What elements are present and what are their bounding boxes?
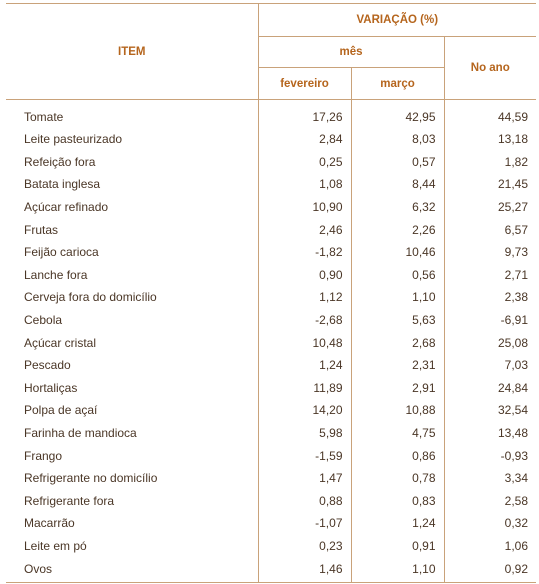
year-cell: 32,54 bbox=[497, 403, 529, 418]
item-cell: Lanche fora bbox=[6, 264, 258, 287]
march-cell: 2,26 bbox=[351, 218, 444, 241]
table-row bbox=[6, 331, 536, 354]
year-cell: 2,58 bbox=[504, 493, 529, 508]
march-cell: 2,91 bbox=[351, 377, 444, 400]
item-cell: Cerveja fora do domicílio bbox=[6, 286, 258, 309]
table-row bbox=[6, 151, 536, 174]
march-cell: 0,91 bbox=[351, 535, 444, 558]
year-cell: 9,73 bbox=[504, 245, 529, 260]
february-cell: 1,46 bbox=[258, 557, 351, 582]
item-cell: Frutas bbox=[6, 218, 258, 241]
table-row bbox=[6, 241, 536, 264]
table-row bbox=[6, 490, 536, 513]
item-cell: Hortaliças bbox=[6, 377, 258, 400]
item-cell: Leite pasteurizado bbox=[6, 128, 258, 151]
table-row bbox=[6, 196, 536, 219]
february-cell: 14,20 bbox=[258, 399, 351, 422]
table-row bbox=[6, 309, 536, 332]
february-cell: 0,23 bbox=[258, 535, 351, 558]
march-cell: 42,95 bbox=[351, 100, 444, 129]
march-cell: 5,63 bbox=[351, 309, 444, 332]
year-cell: 25,27 bbox=[497, 200, 529, 215]
table-row bbox=[6, 264, 536, 287]
march-header: março bbox=[351, 68, 444, 100]
year-cell: 0,32 bbox=[504, 516, 529, 531]
february-cell: -1,07 bbox=[258, 512, 351, 535]
table-row bbox=[6, 100, 536, 129]
february-cell: 1,47 bbox=[258, 467, 351, 490]
year-cell: 25,08 bbox=[497, 335, 529, 350]
item-cell: Refrigerante fora bbox=[6, 490, 258, 513]
march-cell: 1,10 bbox=[351, 286, 444, 309]
year-cell: 2,71 bbox=[504, 267, 529, 282]
year-cell: 21,45 bbox=[497, 177, 529, 192]
item-cell: Farinha de mandioca bbox=[6, 422, 258, 445]
march-cell: 4,75 bbox=[351, 422, 444, 445]
february-cell: 0,88 bbox=[258, 490, 351, 513]
year-cell: 1,06 bbox=[504, 538, 529, 553]
year-cell: 1,82 bbox=[504, 154, 529, 169]
table-row bbox=[6, 128, 536, 151]
march-cell: 10,88 bbox=[351, 399, 444, 422]
february-cell: -1,59 bbox=[258, 444, 351, 467]
year-cell: 6,57 bbox=[504, 222, 529, 237]
year-cell: 24,84 bbox=[497, 380, 529, 395]
year-cell: -0,93 bbox=[500, 448, 529, 463]
february-cell: 2,84 bbox=[258, 128, 351, 151]
variation-header: VARIAÇÃO (%) bbox=[258, 4, 536, 37]
price-variation-table bbox=[6, 3, 536, 583]
year-cell: 0,92 bbox=[444, 557, 536, 582]
item-cell: Tomate bbox=[6, 100, 258, 129]
february-cell: 17,26 bbox=[258, 100, 351, 129]
march-cell: 8,03 bbox=[351, 128, 444, 151]
march-cell: 1,10 bbox=[351, 557, 444, 582]
table-row bbox=[6, 173, 536, 196]
march-cell: 1,24 bbox=[351, 512, 444, 535]
item-cell: Polpa de açaí bbox=[6, 399, 258, 422]
year-cell: 44,59 bbox=[497, 110, 529, 124]
february-cell: 0,25 bbox=[258, 151, 351, 174]
table-row bbox=[6, 467, 536, 490]
table-row bbox=[6, 512, 536, 535]
year-cell: 13,48 bbox=[497, 426, 529, 441]
february-cell: 10,48 bbox=[258, 331, 351, 354]
year-header: No ano bbox=[444, 37, 536, 100]
table-row bbox=[6, 535, 536, 558]
table-row bbox=[6, 399, 536, 422]
february-cell: 11,89 bbox=[258, 377, 351, 400]
table-row bbox=[6, 444, 536, 467]
item-cell: Macarrão bbox=[6, 512, 258, 535]
february-cell: 1,08 bbox=[258, 173, 351, 196]
table-row bbox=[6, 557, 536, 582]
march-cell: 0,57 bbox=[351, 151, 444, 174]
february-cell: 10,90 bbox=[258, 196, 351, 219]
table-row bbox=[6, 218, 536, 241]
year-cell: 3,34 bbox=[504, 471, 529, 486]
march-cell: 2,68 bbox=[351, 331, 444, 354]
table-header bbox=[6, 4, 536, 100]
february-cell: -2,68 bbox=[258, 309, 351, 332]
february-cell: 0,90 bbox=[258, 264, 351, 287]
table-row bbox=[6, 422, 536, 445]
year-cell: 2,38 bbox=[504, 290, 529, 305]
item-cell: Pescado bbox=[6, 354, 258, 377]
table-row bbox=[6, 286, 536, 309]
march-cell: 6,32 bbox=[351, 196, 444, 219]
march-cell: 10,46 bbox=[351, 241, 444, 264]
february-header: fevereiro bbox=[258, 68, 351, 100]
year-cell: 13,18 bbox=[497, 132, 529, 147]
item-cell: Feijão carioca bbox=[6, 241, 258, 264]
item-cell: Açúcar refinado bbox=[6, 196, 258, 219]
item-cell: Ovos bbox=[6, 557, 258, 582]
month-header: mês bbox=[258, 37, 444, 68]
year-cell: 7,03 bbox=[504, 358, 529, 373]
february-cell: 1,12 bbox=[258, 286, 351, 309]
march-cell: 8,44 bbox=[351, 173, 444, 196]
table-row bbox=[6, 377, 536, 400]
march-cell: 0,86 bbox=[351, 444, 444, 467]
item-cell: Cebola bbox=[6, 309, 258, 332]
item-cell: Refeição fora bbox=[6, 151, 258, 174]
year-cell: -6,91 bbox=[500, 313, 529, 328]
february-cell: 1,24 bbox=[258, 354, 351, 377]
march-cell: 0,56 bbox=[351, 264, 444, 287]
table-body bbox=[6, 100, 536, 583]
item-cell: Refrigerante no domicílio bbox=[6, 467, 258, 490]
march-cell: 2,31 bbox=[351, 354, 444, 377]
item-cell: Açúcar cristal bbox=[6, 331, 258, 354]
march-cell: 0,83 bbox=[351, 490, 444, 513]
march-cell: 0,78 bbox=[351, 467, 444, 490]
item-cell: Frango bbox=[6, 444, 258, 467]
item-cell: Batata inglesa bbox=[6, 173, 258, 196]
table-row bbox=[6, 354, 536, 377]
item-cell: Leite em pó bbox=[6, 535, 258, 558]
item-column-header: ITEM bbox=[6, 4, 258, 100]
february-cell: -1,82 bbox=[258, 241, 351, 264]
february-cell: 5,98 bbox=[258, 422, 351, 445]
february-cell: 2,46 bbox=[258, 218, 351, 241]
